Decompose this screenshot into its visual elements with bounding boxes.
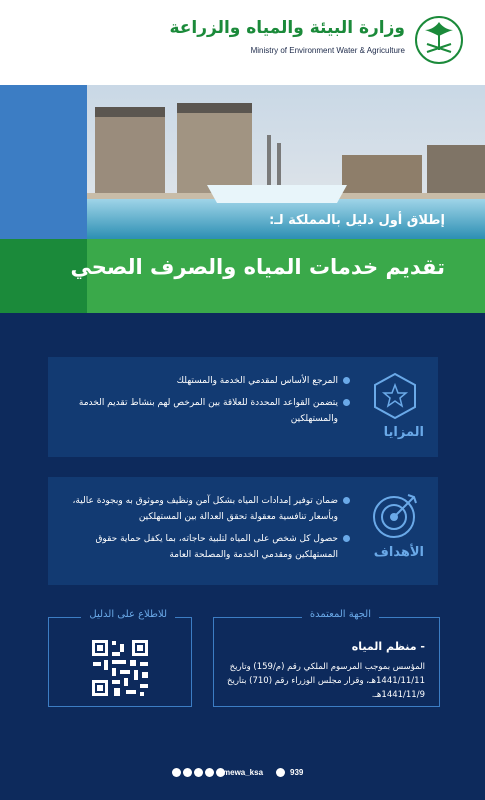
social-handle[interactable]: mewa_ksa <box>223 768 264 777</box>
hero-subtitle: إطلاق أول دليل بالمملكة لـ: <box>269 213 445 228</box>
social-icons <box>172 768 225 777</box>
bullet-icon <box>343 497 350 504</box>
authority-label: الجهة المعتمدة <box>302 609 379 620</box>
palm-swords-emblem-icon <box>415 14 463 66</box>
goals-list <box>70 493 350 569</box>
footer <box>0 760 485 784</box>
header <box>0 0 485 85</box>
hero-accent-strip <box>0 85 87 239</box>
ministry-name-arabic: وزارة البيئة والمياه والزراعة <box>169 18 405 38</box>
bullet-icon <box>343 377 350 384</box>
features-card <box>48 357 438 457</box>
ministry-name-english: Ministry of Environment Water & Agriculture <box>250 46 405 55</box>
features-label: المزايا <box>383 425 424 440</box>
qr-label: للاطلاع على الدليل <box>81 609 175 620</box>
features-list <box>70 373 350 433</box>
target-arrow-icon <box>370 491 420 541</box>
phone-number[interactable]: 939 <box>290 768 304 777</box>
youtube-icon[interactable] <box>183 768 192 777</box>
qr-code[interactable] <box>90 638 150 698</box>
linkedin-icon[interactable] <box>194 768 203 777</box>
list-item-text: يتضمن القواعد المحددة للعلاقة بين المرخص لهم بنشاط تقديم الخدمة والمستهلكين <box>78 398 338 424</box>
goals-label: الأهداف <box>373 545 424 560</box>
authority-name: - منظم المياه <box>351 640 425 653</box>
award-badge-icon <box>370 371 420 421</box>
list-item-text: حصول كل شخص على المياه لتلبية حاجاته، بما يكفل حماية حقوق المستهلكين ومقدمي الخدمة والمصلحة العامة <box>95 534 338 560</box>
hero-section <box>0 85 485 313</box>
authority-box <box>213 609 440 707</box>
goals-card <box>48 477 438 585</box>
list-item <box>70 531 350 563</box>
twitter-icon[interactable] <box>172 768 181 777</box>
bullet-icon <box>343 399 350 406</box>
authority-description: المؤسس بموجب المرسوم الملكي رقم (م/159) وتاريخ 1441/11/11هـ، وقرار مجلس الوزراء رقم (710) بتاريخ 1441/11/9هـ. <box>226 662 425 700</box>
bullet-icon <box>343 535 350 542</box>
list-item <box>70 493 350 525</box>
instagram-icon[interactable] <box>205 768 214 777</box>
qr-box <box>48 609 192 707</box>
list-item-text: ضمان توفير إمدادات المياه بشكل آمن ونظيف وموثوق به وبجودة عالية، وبأسعار تنافسية معقولة تحقق العدالة بين المستهلكين <box>72 496 338 522</box>
list-item <box>70 395 350 427</box>
phone-icon <box>276 768 285 777</box>
list-item-text: المرجع الأساس لمقدمي الخدمة والمستهلك <box>176 376 338 386</box>
hero-title: تقديم خدمات المياه والصرف الصحي <box>70 255 445 279</box>
list-item <box>70 373 350 389</box>
